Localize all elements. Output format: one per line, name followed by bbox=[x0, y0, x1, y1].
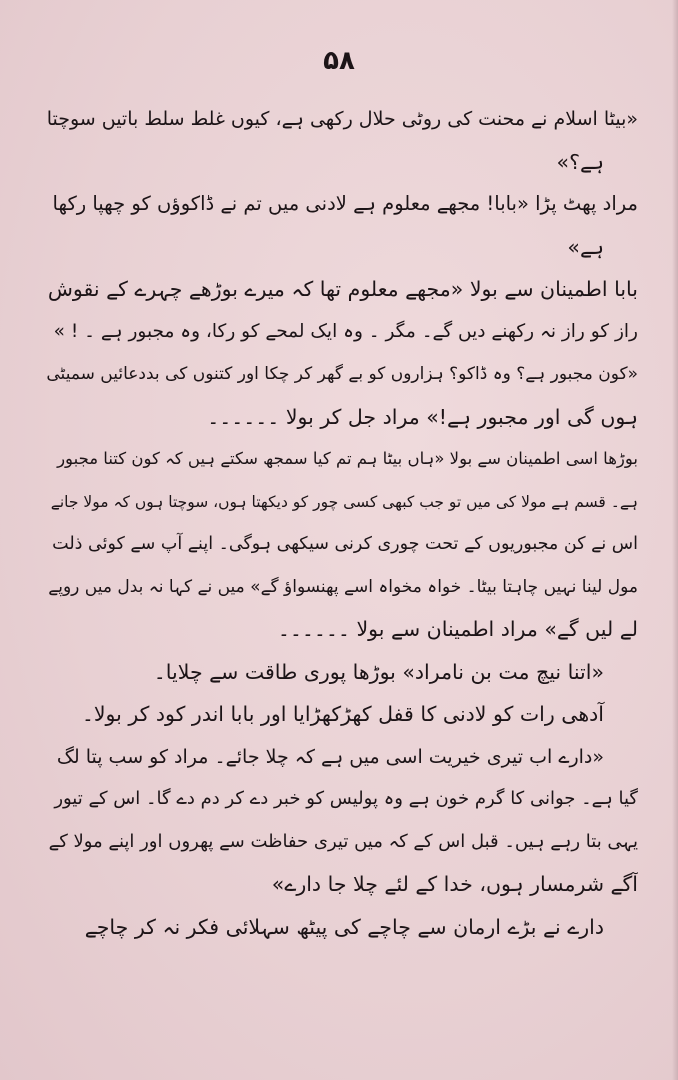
text-line: ہے۔ قسم ہے مولا کی میں تو جب کبھی کسی چور کو دیکھتا ہوں، سوچتا ہوں کہ مولا جانے bbox=[50, 492, 638, 511]
text-line: آدھی رات کو لادنی کا قفل کھڑکھڑایا اور بابا اندر کود کر بولا۔ bbox=[81, 702, 604, 726]
text-line: مراد پھٹ پڑا «بابا! مجھے معلوم ہے لادنی میں تم نے ڈاکوؤں کو چھپا رکھا bbox=[52, 192, 638, 215]
text-line: لے لیں گے» مراد اطمینان سے بولا ۔۔۔۔۔۔ bbox=[277, 617, 638, 641]
text-line: ہے» bbox=[567, 234, 604, 259]
text-line: «دارے اب تیری خیریت اسی میں ہے کہ چلا جائے۔ مراد کو سب پتا لگ bbox=[56, 745, 604, 768]
text-line: ہوں گی اور مجبور ہے!» مراد جل کر بولا ۔۔۔۔۔۔ bbox=[207, 404, 638, 429]
text-line: «اتنا نیچ مت بن نامراد» بوڑھا پوری طاقت سے چلایا۔ bbox=[153, 659, 604, 684]
text-line: «کون مجبور ہے؟ وہ ڈاکو؟ ہزاروں کو بے گھر کر چکا اور کتنوں کی بددعائیں سمیٹی bbox=[46, 364, 638, 384]
urdu-body-text bbox=[44, 98, 638, 948]
text-line: بابا اطمینان سے بولا «مجھے معلوم تھا کہ میرے بوڑھے چہرے کے نقوش bbox=[47, 277, 638, 301]
page-number: ۵۸ bbox=[323, 46, 355, 76]
text-line: بوڑھا اسی اطمینان سے بولا «ہاں بیٹا ہم تم کیا سمجھ سکتے ہیں کہ کون کتنا مجبور bbox=[57, 449, 638, 468]
page-edge-shadow bbox=[672, 0, 678, 1080]
text-line: گیا ہے۔ جوانی کا گرم خون ہے وہ پولیس کو خبر دے کر دم دے گا۔ اس کے تیور bbox=[54, 788, 638, 809]
text-line: دارے نے بڑے ارمان سے چاچے کی پیٹھ سہلائی فکر نہ کر چاچے bbox=[84, 914, 604, 939]
text-line: راز کو راز نہ رکھنے دیں گے۔ مگر ۔ وہ ایک لمحے کو رکا، وہ مجبور ہے ۔ ! » bbox=[53, 320, 638, 342]
text-line: ہے؟» bbox=[556, 149, 604, 174]
text-line: اس نے کن مجبوریوں کے تحت چوری کرنی سیکھی ہوگی۔ اپنے آپ سے کوئی ذلت bbox=[52, 534, 638, 554]
text-line: «بیٹا اسلام نے محنت کی روٹی حلال رکھی ہے، کیوں غلط سلط باتیں سوچتا bbox=[46, 108, 638, 130]
text-line: آگے شرمسار ہوں، خدا کے لئے چلا جا دارے» bbox=[271, 872, 638, 896]
text-line: یہی بتا رہے ہیں۔ قبل اس کے کہ میں تیری حفاظت سے پھروں اور اپنے مولا کے bbox=[48, 830, 638, 852]
text-line: مول لینا نہیں چاہتا بیٹا۔ خواہ مخواہ اسے پھنسواؤ گے» میں نے کہا نہ بدل میں روپے bbox=[48, 576, 638, 597]
